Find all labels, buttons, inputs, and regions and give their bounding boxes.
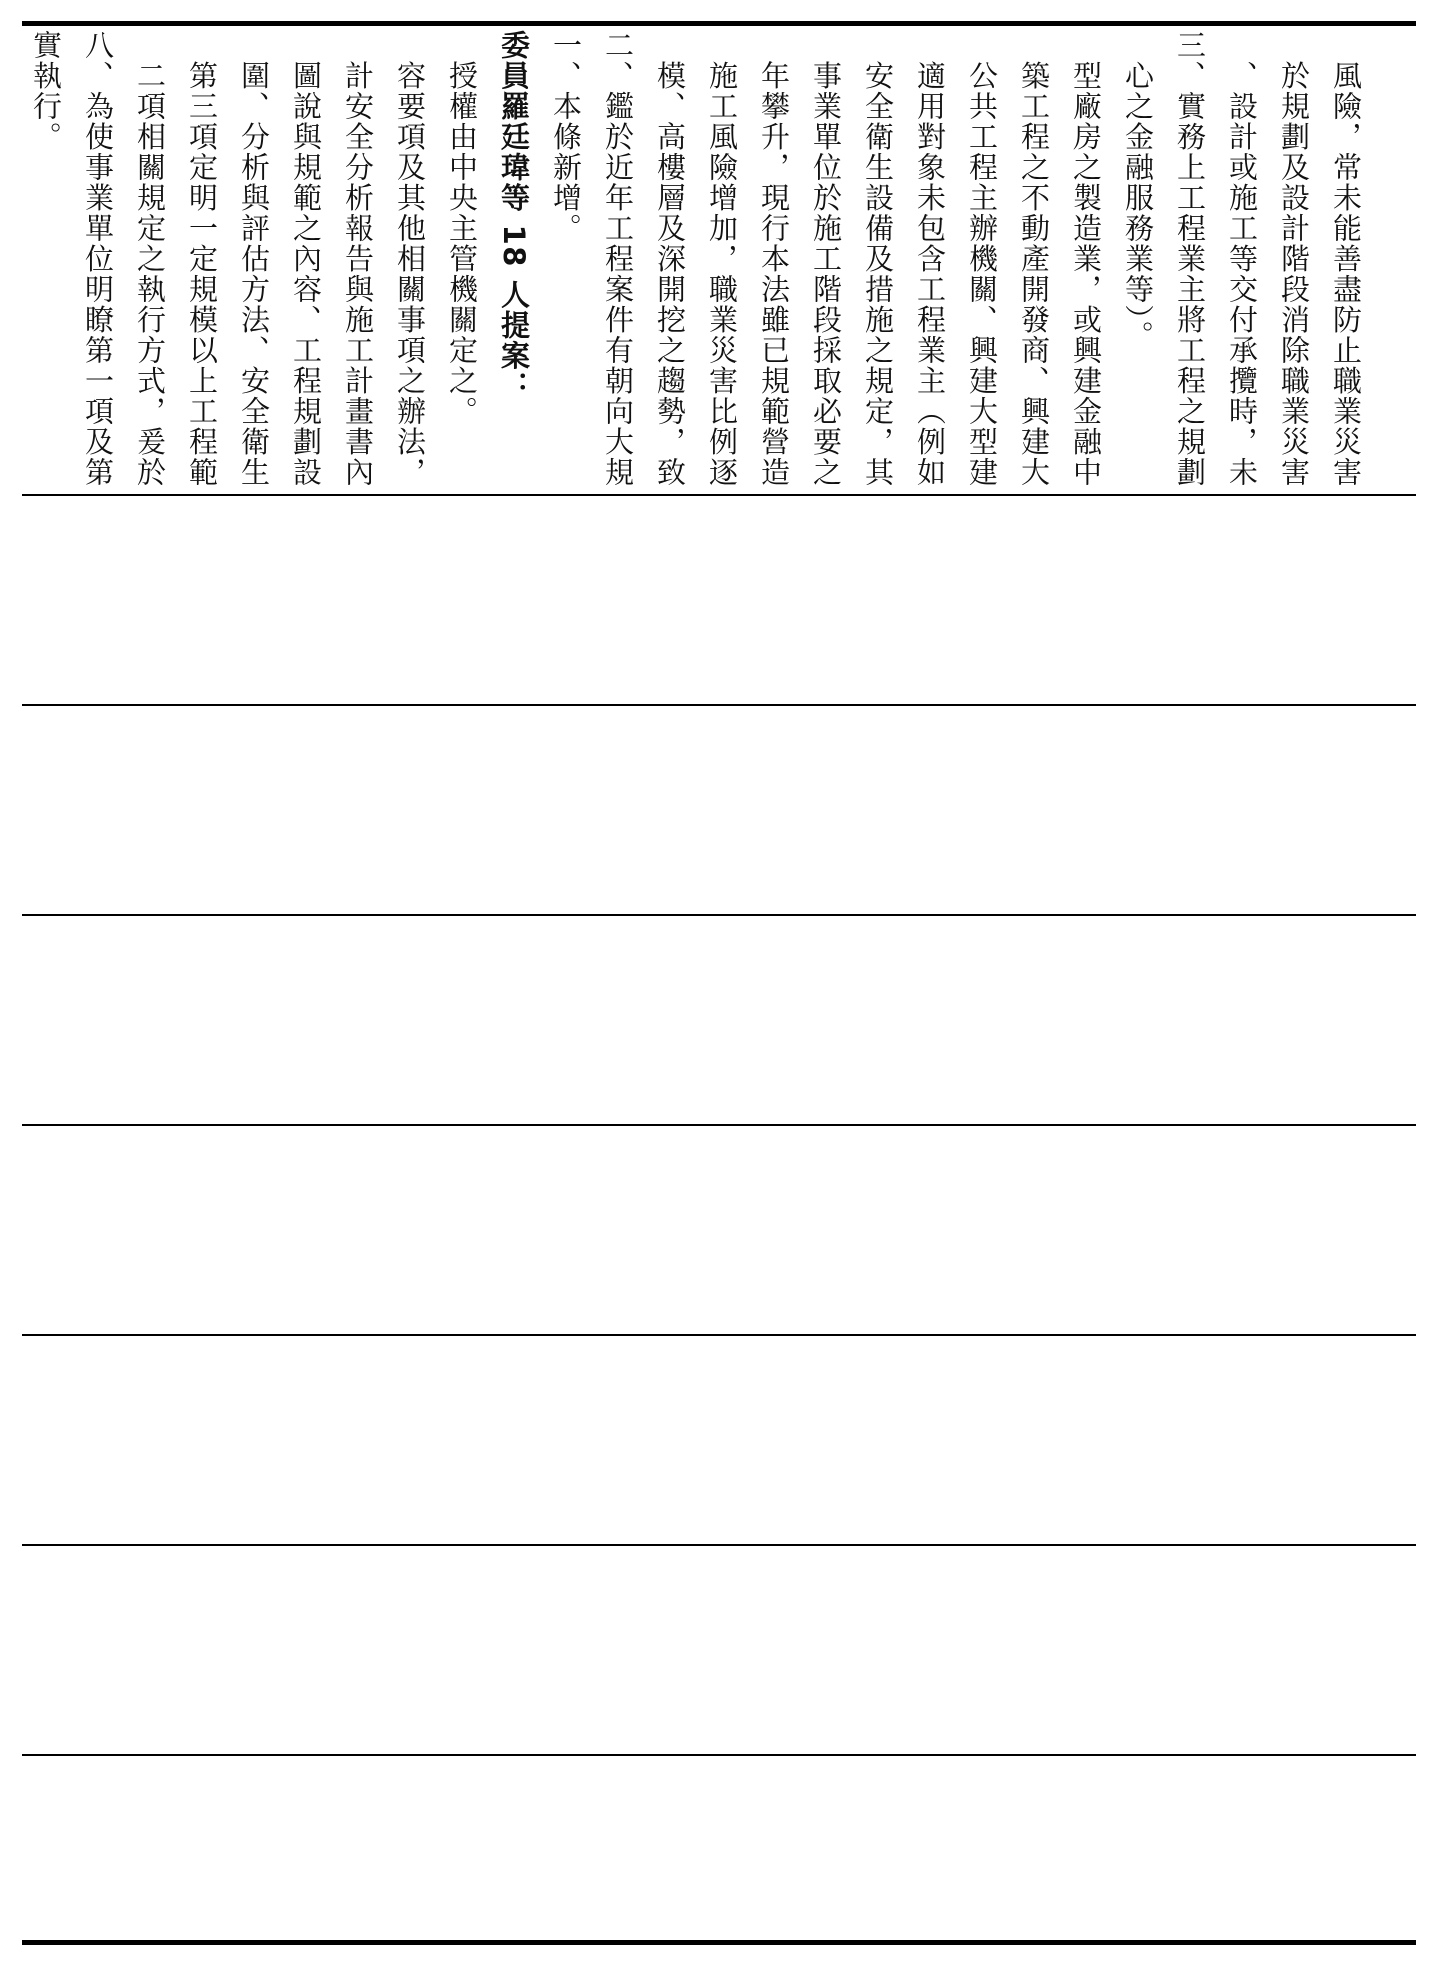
text-column: 心之金融服務業等）。 xyxy=(1121,30,1155,351)
top-border xyxy=(22,21,1416,26)
bottom-border xyxy=(22,1940,1416,1945)
empty-table-row xyxy=(22,1756,1416,1962)
empty-table-row xyxy=(22,706,1416,914)
text-column: 八、為使事業單位明瞭第一項及第 xyxy=(81,30,115,488)
text-column: 公共工程主辦機關、興建大型建 xyxy=(965,30,999,488)
text-column: 型廠房之製造業，或興建金融中 xyxy=(1069,30,1103,488)
text-column: 模、高樓層及深開挖之趨勢，致 xyxy=(653,30,687,488)
text-column: 二、鑑於近年工程案件有朝向大規 xyxy=(601,30,635,488)
empty-table-row xyxy=(22,916,1416,1124)
text-column: 適用對象未包含工程業主（例如 xyxy=(913,30,947,488)
text-column: 第三項定明一定規模以上工程範 xyxy=(185,30,219,488)
text-column: 二項相關規定之執行方式，爰於 xyxy=(133,30,167,488)
text-column: 安全衛生設備及措施之規定，其 xyxy=(861,30,895,488)
text-column: 容要項及其他相關事項之辦法， xyxy=(393,30,427,488)
text-column: 事業單位於施工階段採取必要之 xyxy=(809,30,843,488)
proposal-heading: 委員羅廷瑋等 18 人提案： xyxy=(497,30,531,402)
text-column: 圍、分析與評估方法、安全衛生 xyxy=(237,30,271,488)
text-column: 年攀升，現行本法雖已規範營造 xyxy=(757,30,791,488)
text-column: 、設計或施工等交付承攬時，未 xyxy=(1225,30,1259,488)
text-column: 計安全分析報告與施工計畫書內 xyxy=(341,30,375,488)
text-column: 一、本條新增。 xyxy=(549,30,583,244)
text-column: 風險，常未能善盡防止職業災害 xyxy=(1329,30,1363,488)
text-column: 三、實務上工程業主將工程之規劃 xyxy=(1173,30,1207,488)
text-column: 圖說與規範之內容、工程規劃設 xyxy=(289,30,323,488)
text-column: 施工風險增加，職業災害比例逐 xyxy=(705,30,739,488)
text-column: 授權由中央主管機關定之。 xyxy=(445,30,479,427)
vertical-text-block xyxy=(26,30,1416,488)
empty-table-row xyxy=(22,1546,1416,1754)
empty-table-row xyxy=(22,1126,1416,1334)
empty-table-row xyxy=(22,1336,1416,1544)
text-column: 實執行。 xyxy=(29,30,63,152)
text-column: 築工程之不動產開發商、興建大 xyxy=(1017,30,1051,488)
empty-table-row xyxy=(22,496,1416,704)
text-column: 於規劃及設計階段消除職業災害 xyxy=(1277,30,1311,488)
